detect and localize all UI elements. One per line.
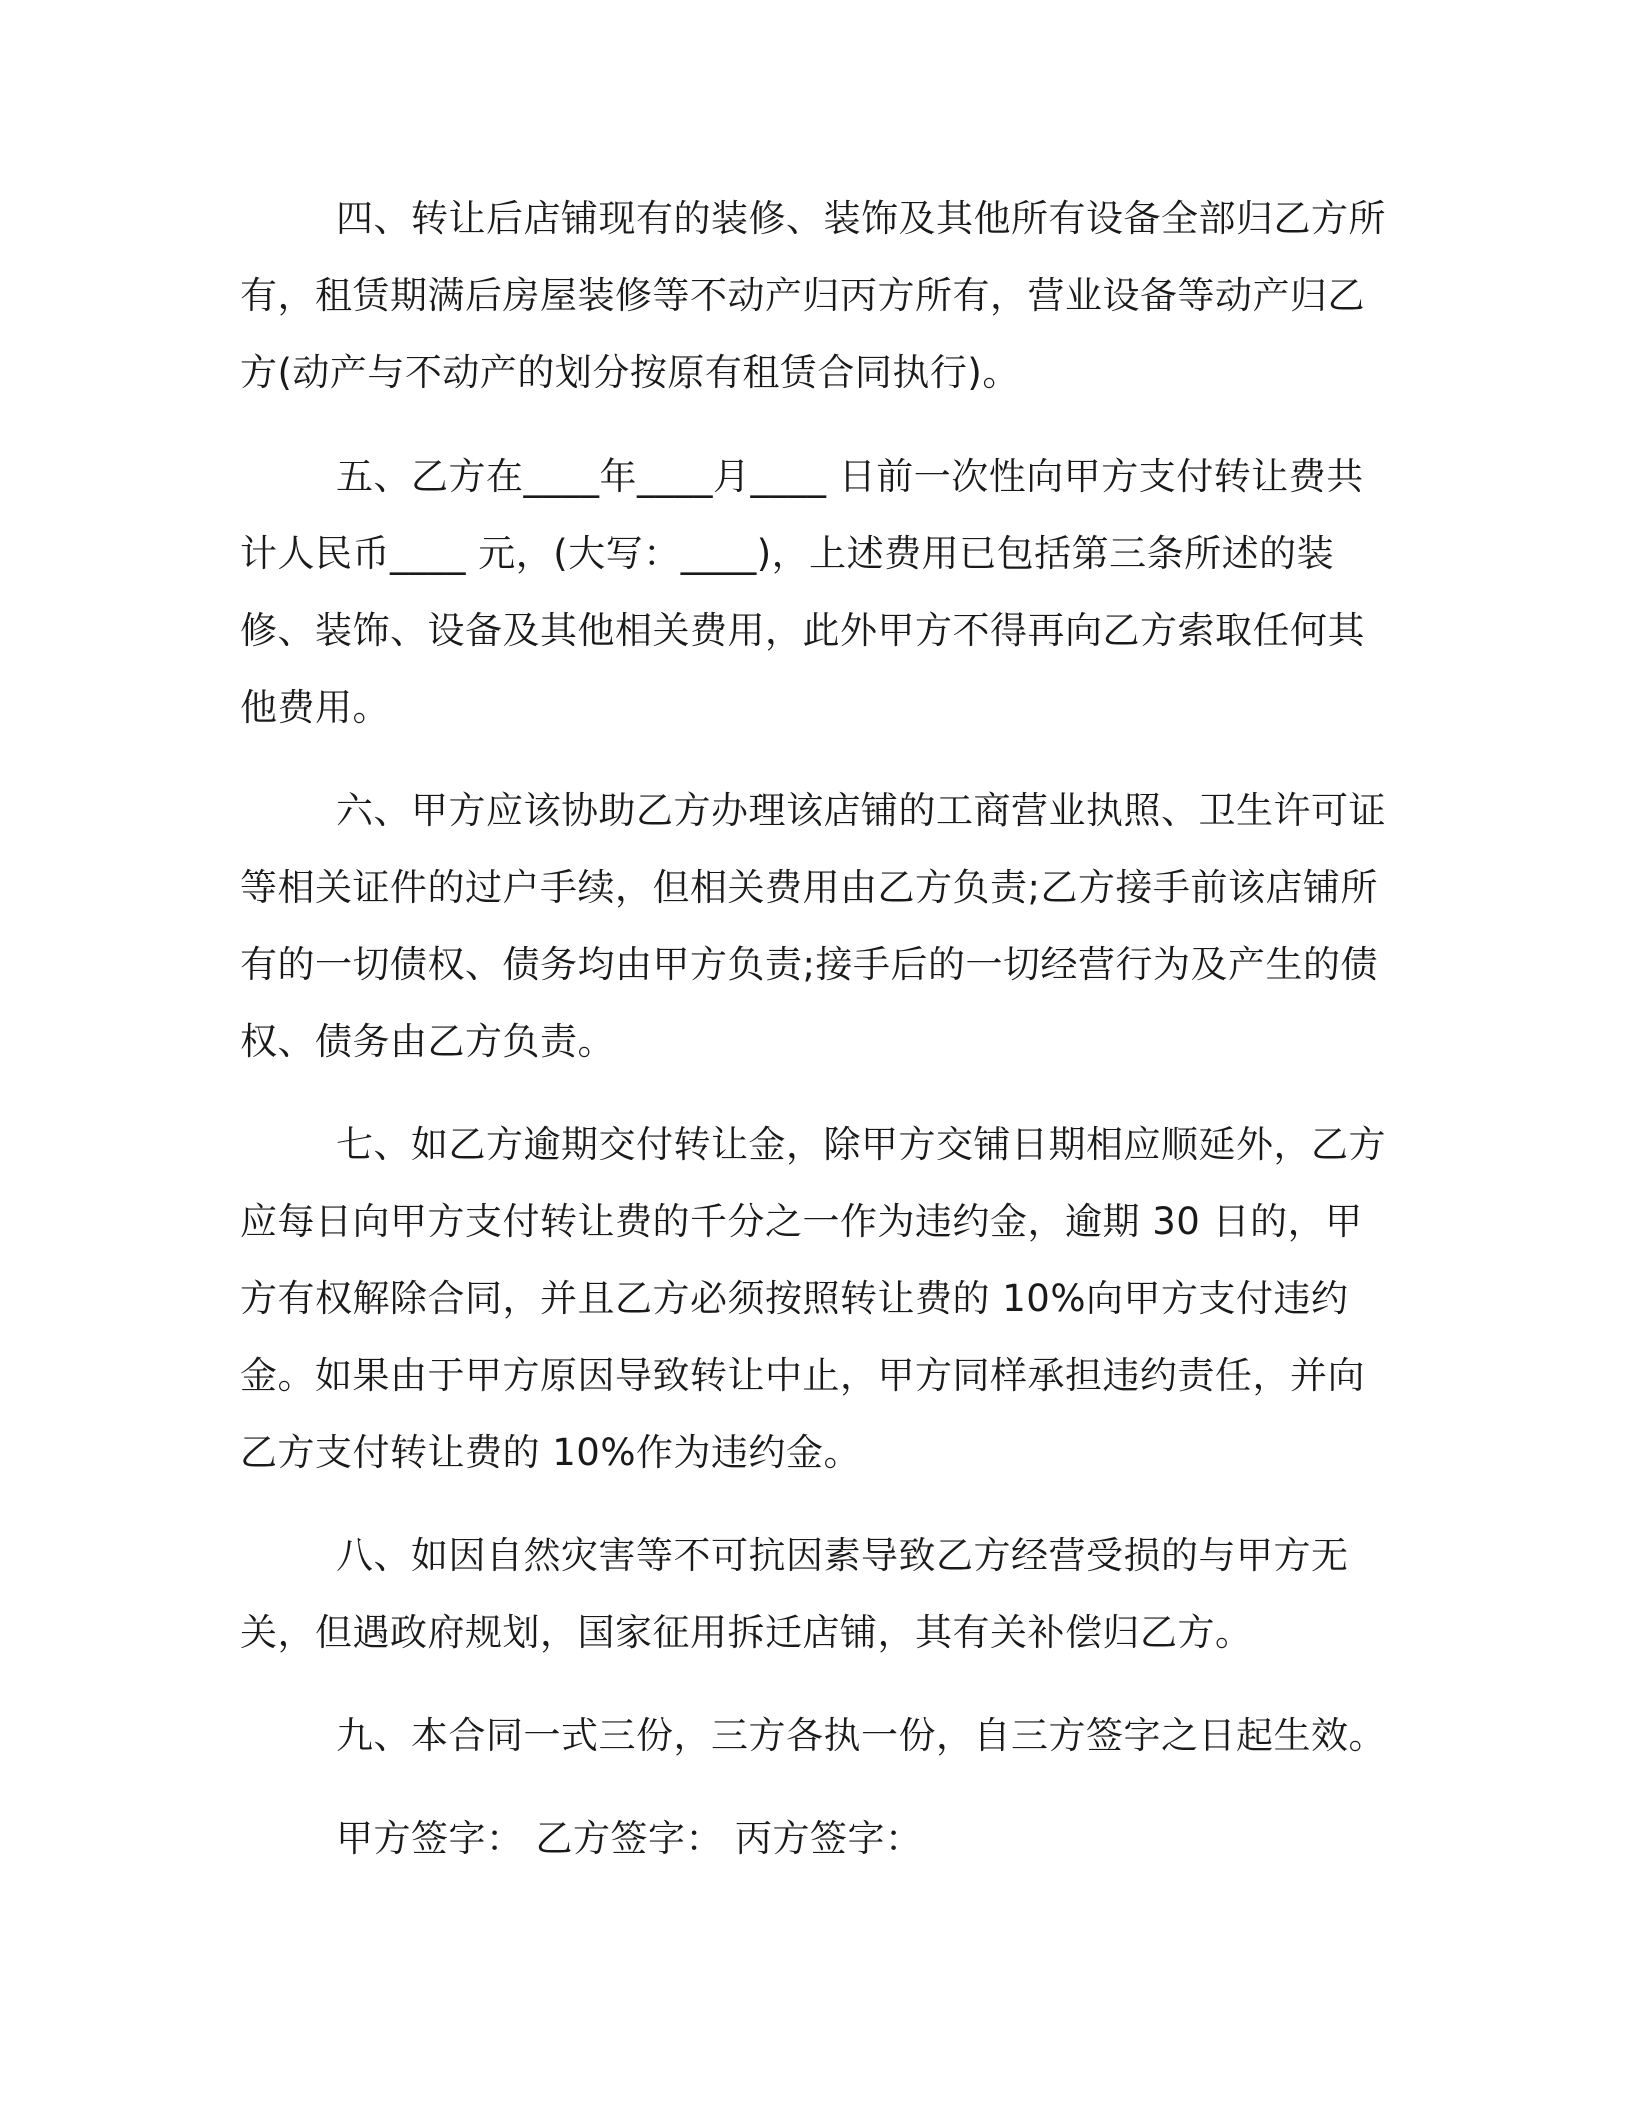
- clause-4: 四、转让后店铺现有的装修、装饰及其他所有设备全部归乙方所有，租赁期满后房屋装修等不动产归丙方所有，营业设备等动产归乙方(动产与不动产的划分按原有租赁合同执行)。: [240, 197, 1386, 394]
- party-c-signature-label: 丙方签字：: [735, 1817, 923, 1860]
- clause-6: 六、甲方应该协助乙方办理该店铺的工商营业执照、卫生许可证等相关证件的过户手续，但相关费用由乙方负责;乙方接手前该店铺所有的一切债权、债务均由甲方负责;接手后的一切经营行为及产生的债权、债务由乙方负责。: [240, 789, 1386, 1063]
- party-b-signature-label: 乙方签字：: [535, 1817, 723, 1860]
- clause-5: 五、乙方在____年____月____ 日前一次性向甲方支付转让费共计人民币____ 元，(大写：____)，上述费用已包括第三条所述的装修、装饰、设备及其他相关费用，此外甲方不得再向乙方索取任何其他费用。: [240, 455, 1365, 729]
- clause-9: 九、本合同一式三份，三方各执一份，自三方签字之日起生效。: [336, 1714, 1386, 1757]
- clause-7: 七、如乙方逾期交付转让金，除甲方交铺日期相应顺延外，乙方应每日向甲方支付转让费的千分之一作为违约金，逾期 30 日的，甲方有权解除合同，并且乙方必须按照转让费的 10%向甲方支付违约金。如果由于甲方原因导致转让中止，甲方同样承担违约责任，并向乙方支付转让费的 10%作为违约金。: [240, 1123, 1386, 1474]
- party-a-signature-label: 甲方签字：: [336, 1817, 524, 1860]
- signature-line: [336, 1800, 935, 1877]
- clause-8: 八、如因自然灾害等不可抗因素导致乙方经营受损的与甲方无关，但遇政府规划，国家征用拆迁店铺，其有关补偿归乙方。: [240, 1534, 1349, 1654]
